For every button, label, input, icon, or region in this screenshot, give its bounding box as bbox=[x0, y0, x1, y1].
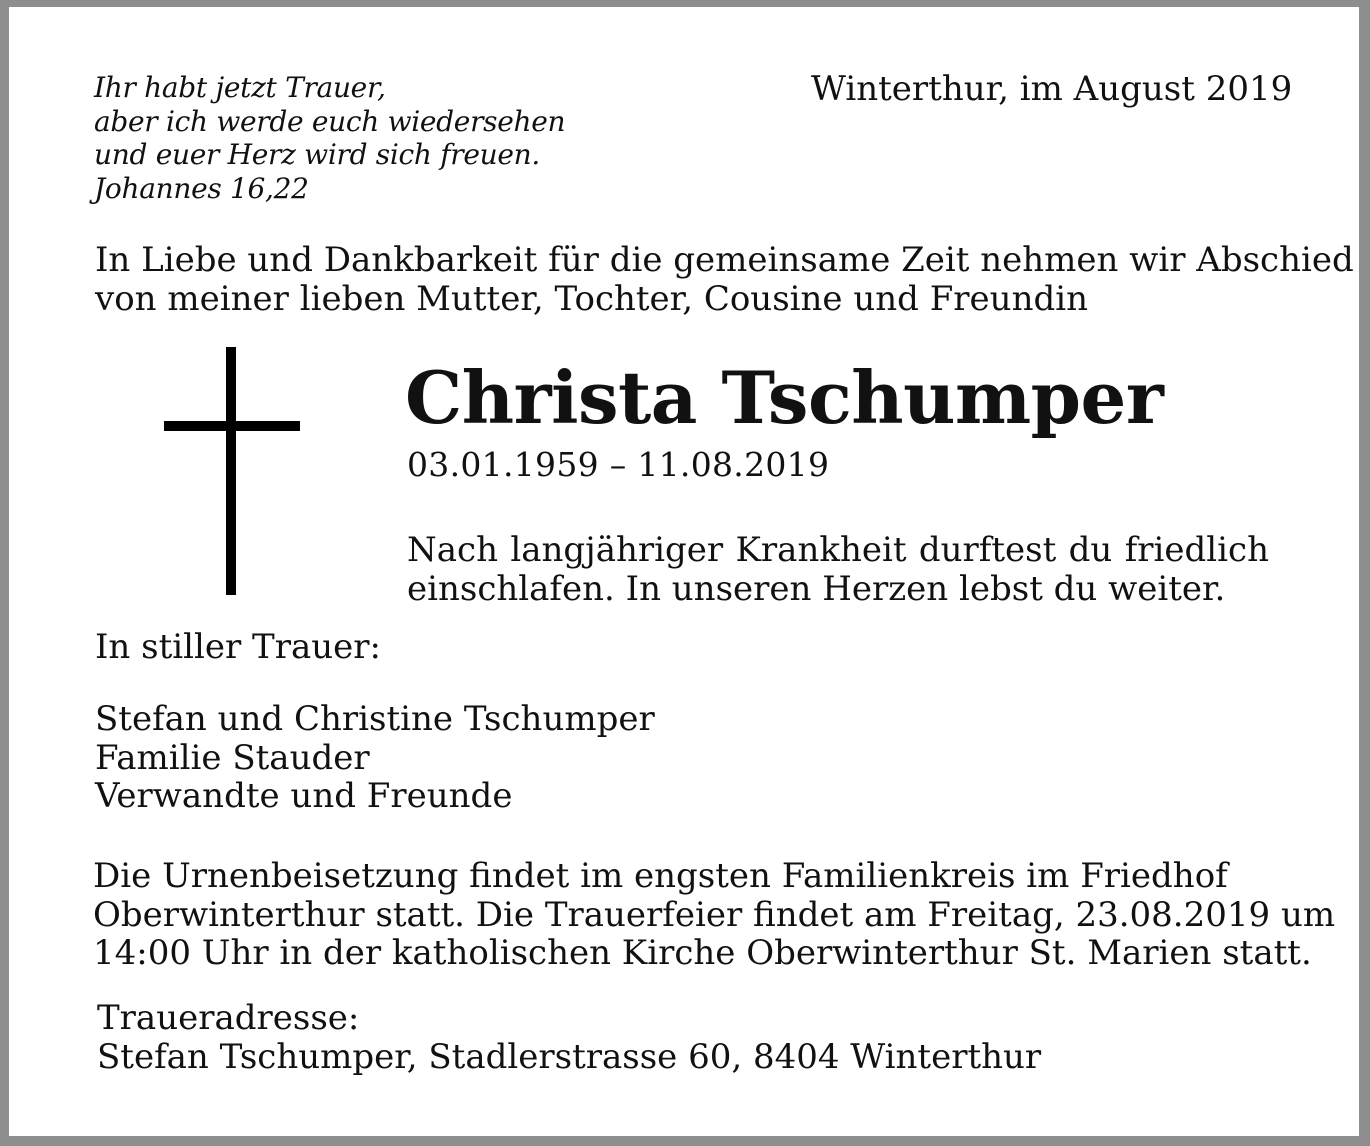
deceased-name: Christa Tschumper bbox=[405, 355, 1164, 440]
intro-line: von meiner lieben Mutter, Tochter, Cousine und Freundin bbox=[95, 278, 1089, 319]
address-label: Traueradresse: bbox=[97, 998, 360, 1038]
ceremony-line: 14:00 Uhr in der katholischen Kirche Oberwinterthur St. Marien statt. bbox=[93, 933, 1312, 973]
cross-horizontal-bar bbox=[164, 421, 300, 431]
verse-line: aber ich werde euch wiedersehen bbox=[94, 104, 566, 138]
mourning-heading: In stiller Trauer: bbox=[95, 627, 381, 667]
farewell-text bbox=[407, 531, 1269, 609]
bible-verse bbox=[94, 71, 565, 205]
mourner-item: Familie Stauder bbox=[95, 737, 370, 778]
place-and-date: Winterthur, im August 2019 bbox=[811, 69, 1293, 109]
verse-reference: Johannes 16,22 bbox=[94, 171, 309, 205]
verse-line: und euer Herz wird sich freuen. bbox=[94, 138, 541, 171]
life-dates: 03.01.1959 – 11.08.2019 bbox=[407, 445, 830, 484]
cross-vertical-bar bbox=[226, 347, 236, 595]
farewell-line: Nach langjähriger Krankheit durftest du friedlich bbox=[407, 530, 1269, 570]
mourner-item: Verwandte und Freunde bbox=[95, 776, 513, 816]
intro-text bbox=[95, 241, 1354, 318]
obituary-card bbox=[9, 7, 1359, 1136]
ceremony-line: Die Urnenbeisetzung findet im engsten Familienkreis im Friedhof bbox=[93, 856, 1228, 896]
address-value: Stefan Tschumper, Stadlerstrasse 60, 8404 Winterthur bbox=[97, 1036, 1042, 1077]
farewell-line: einschlafen. In unseren Herzen lebst du weiter. bbox=[407, 569, 1226, 609]
ceremony-line: Oberwinterthur statt. Die Trauerfeier findet am Freitag, 23.08.2019 um bbox=[93, 894, 1336, 935]
ceremony-info bbox=[93, 857, 1335, 973]
verse-line: Ihr habt jetzt Trauer, bbox=[94, 71, 386, 104]
intro-line: In Liebe und Dankbarkeit für die gemeinsame Zeit nehmen wir Abschied bbox=[95, 240, 1354, 280]
mourners-list bbox=[95, 700, 655, 816]
mourning-address bbox=[97, 999, 1041, 1076]
mourner-item: Stefan und Christine Tschumper bbox=[95, 699, 655, 739]
